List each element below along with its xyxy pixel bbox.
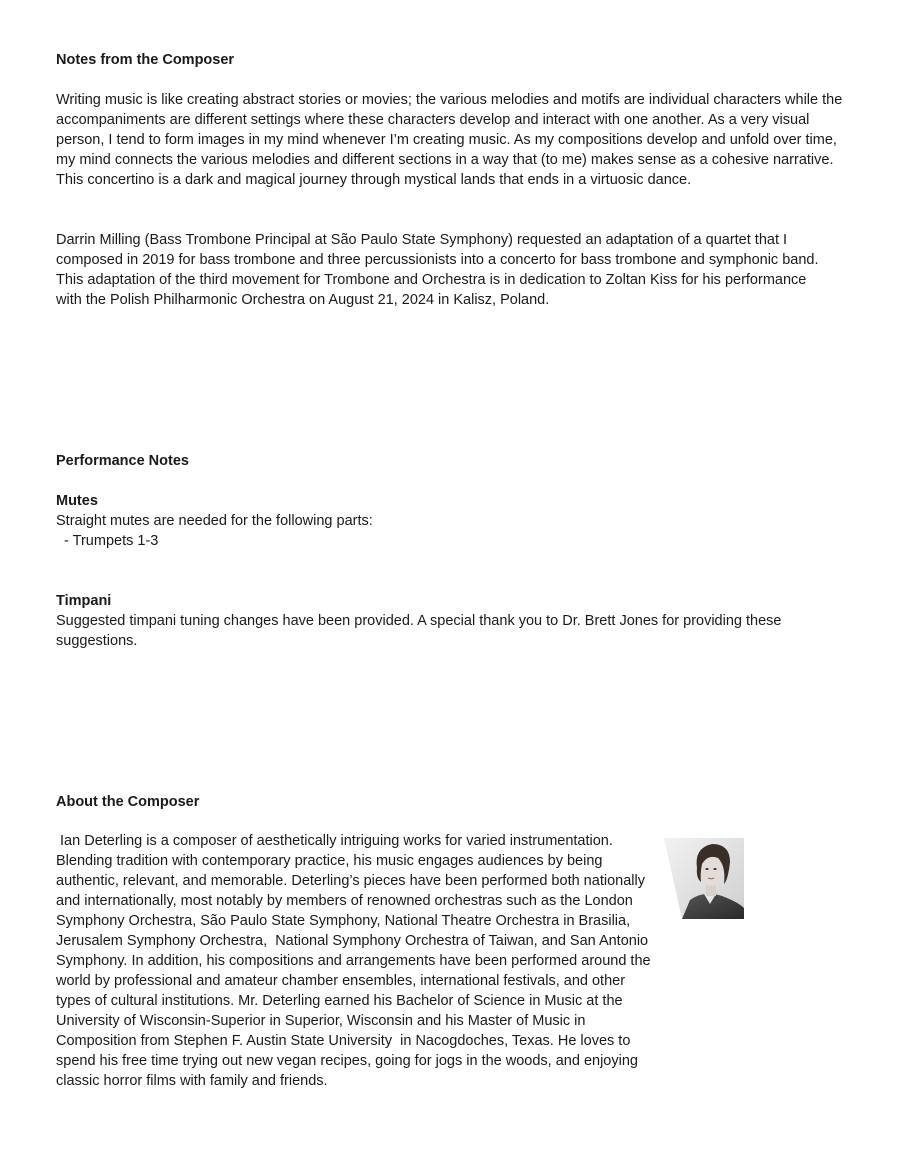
performance-notes-heading: Performance Notes — [56, 453, 189, 469]
notes-paragraph-1: Writing music is like creating abstract stories or movies; the various melodies and motifs are individual characters while the accompaniments are different settings where these characters develop and interact with one another. As a very visual person, I tend to form images in my mind whenever I’m creating music. As my compositions develop and unfold over time, my mind connects the various melodies and different sections in a way that (to me) makes sense as a cohesive narrative. This concertino is a dark and magical journey through mystical lands that ends in a virtuosic dance. — [56, 92, 843, 188]
notes-paragraph-2: Darrin Milling (Bass Trombone Principal at São Paulo State Symphony) requested an adaptation of a quartet that I composed in 2019 for bass trombone and three percussionists into a concerto for bass trombone and symphonic band. This adaptation of the third movement for Trombone and Orchestra is in dedication to Zoltan Kiss for his performance with the Polish Philharmonic Orchestra on August 21, 2024 in Kalisz, Poland. — [56, 232, 819, 308]
mutes-heading: Mutes — [56, 493, 98, 509]
mutes-list-item: - Trumpets 1-3 — [56, 533, 159, 549]
composer-portrait-image — [664, 838, 744, 919]
mutes-text: Straight mutes are needed for the following parts: — [56, 513, 373, 529]
composer-bio: Ian Deterling is a composer of aesthetically intriguing works for varied instrumentation. Blending tradition with contemporary practice, his music engages audiences by being authentic, relevant, and memorable. Deterling’s pieces have been performed both nationally and internationally, most notably by members of renowned orchestras such as the London Symphony Orchestra, São Paulo State Symphony, National Theatre Orchestra in Brasilia, Jerusalem Symphony Orchestra, National Symphony Orchestra of Taiwan, and San Antonio Symphony. In addition, his compositions and arrangements have been performed around the world by professional and amateur chamber ensembles, international festivals, and other types of cultural institutions. Mr. Deterling earned his Bachelor of Science in Music at the University of Wisconsin-Superior in Superior, Wisconsin and his Master of Music in Composition from Stephen F. Austin State University in Nacogdoches, Texas. He loves to spend his free time trying out new vegan recipes, going for jogs in the woods, and enjoying classic horror films with family and friends. — [56, 833, 655, 1089]
composer-photo — [664, 838, 744, 919]
timpani-text: Suggested timpani tuning changes have been provided. A special thank you to Dr. Brett Jones for providing these suggestions. — [56, 613, 782, 649]
notes-heading: Notes from the Composer — [56, 52, 235, 68]
about-composer-heading: About the Composer — [56, 794, 200, 810]
timpani-heading: Timpani — [56, 593, 112, 609]
